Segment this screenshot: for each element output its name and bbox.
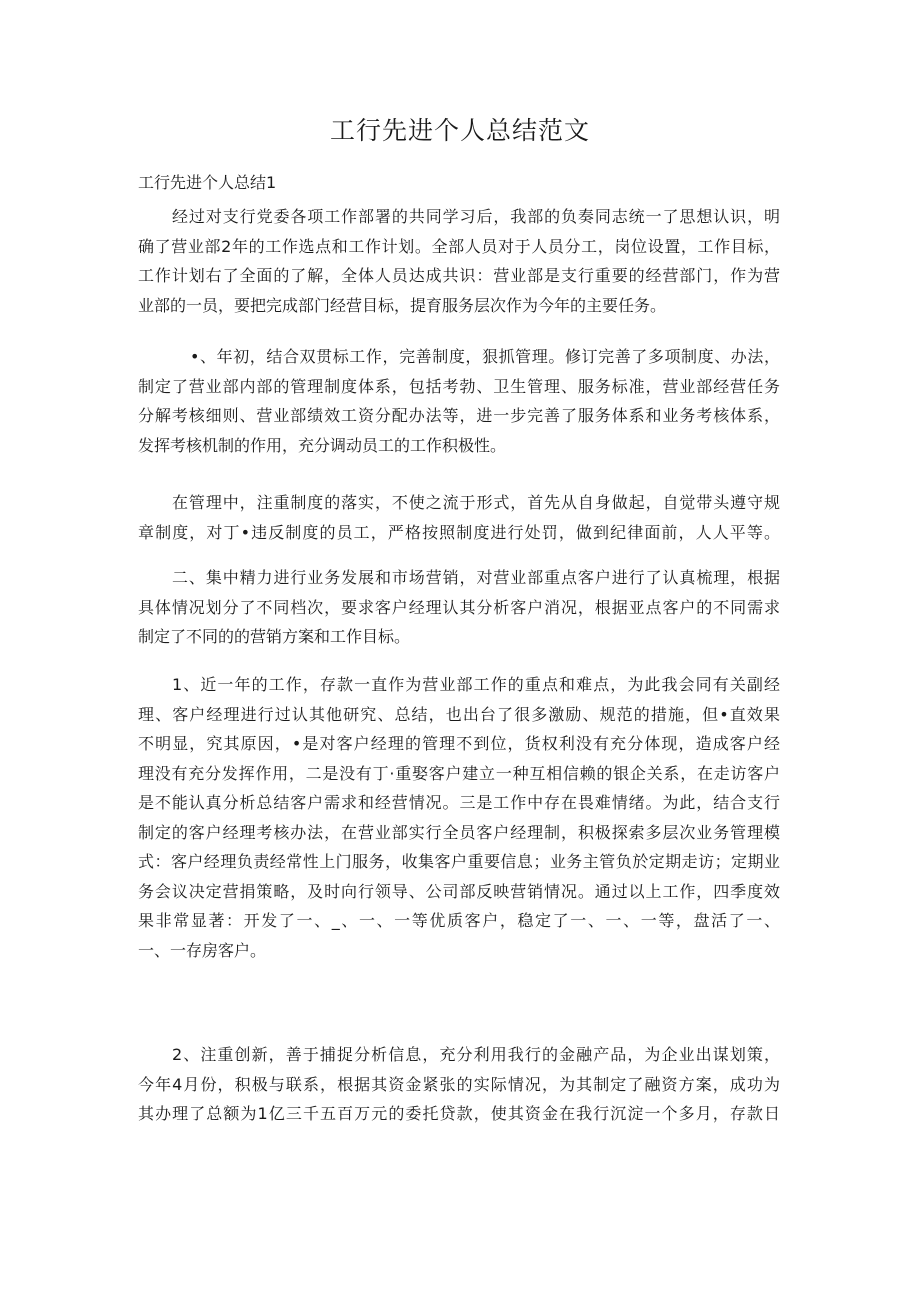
paragraph-line: 二、集中精力进行业务发展和市场营销，对营业部重点客户进行了认真梳理，根据 xyxy=(172,568,780,587)
paragraph-line: 具体情况划分了不同档次，要求客户经理认其分析客户消况，根据亚点客户的不同需求 xyxy=(138,597,780,617)
paragraph-line: •、年初，结合双贯标工作，完善制度，狠抓管理。修订完善了多项制度、办法， xyxy=(190,347,780,366)
paragraph-line: 理没有充分发挥作用，二是没有丁·重娶客户建立一种互相信赖的银企关系，在走访客户 xyxy=(138,763,780,783)
paragraph-line: 工作计划右了全面的了解，全体人员达成共识：营业部是支行重要的经营部门，作为营 xyxy=(138,266,780,285)
paragraph-1 xyxy=(138,202,780,320)
paragraph-line: 理、客户经理进行过认其他研究、总结，也出台了很多激励、规范的措施，但•直效果 xyxy=(138,704,780,724)
paragraph-line: 式：客户经理负责经常性上门服务，收集客户重要信息；业务主管负於定期走访；定期业 xyxy=(138,852,780,871)
paragraph-line: 确了营业部2年的工作选点和工作计划。全部人员对于人员分工，岗位设置，工作目标， xyxy=(138,236,780,256)
document-title: 工行先进个人总结范文 xyxy=(329,116,590,145)
paragraph-line: 不明显，究其原因，•是对客户经理的管理不到位，货权利没有充分体现，造成客户经 xyxy=(138,734,780,753)
paragraph-line: 是不能认真分析总结客户需求和经营情况。三是工作中存在畏难情绪。为此，结合支行 xyxy=(138,793,780,812)
paragraph-line: 其办理了总额为1亿三千五百万元的委托贷款，使其资金在我行沉淀一个多月，存款日 xyxy=(138,1104,780,1123)
paragraph-line: 1、近一年的工作，存款一直作为营业部工作的重点和难点，为此我会同有关副经 xyxy=(172,675,780,694)
paragraph-line: 今年4月份，积极与联系，根据其资金紧张的实际情况，为其制定了融资方案，成功为 xyxy=(138,1074,780,1094)
paragraph-line: 在管理中，注重制度的落实，不使之流于形式，首先从自身做起，自觉带头遵守规 xyxy=(172,493,780,512)
paragraph-line: 务会议决定营捐策略，及时向行领导、公司部反映营销情况。通过以上工作，四季度效 xyxy=(138,881,780,901)
paragraph-3 xyxy=(138,488,780,547)
paragraph-2 xyxy=(138,342,780,460)
paragraph-4 xyxy=(138,563,780,652)
paragraph-line: 章制度，对丁•违反制度的员工，严格按照制度进行处罚，做到纪律面前，人人平等。 xyxy=(138,522,780,542)
paragraph-line: 业部的一员，要把完成部门经营目标，提育服务层次作为今年的主要任务。 xyxy=(138,295,667,315)
paragraph-line: 果非常显著：开发了一、_、一、一等优质客户，稳定了一、一、一等，盘活了一、 xyxy=(138,911,780,930)
paragraph-line: 经过对支行党委各项工作部署的共同学习后，我部的负奏同志统一了思想认识，明 xyxy=(172,207,780,226)
paragraph-line: 一、一存房客户。 xyxy=(138,940,267,960)
paragraph-line: 制定的客户经理考核办法，在营业部实行全员客户经理制，积极探索多层次业务管理模 xyxy=(138,822,780,842)
paragraph-line: 2、注重创新，善于捕捉分析信息，充分利用我行的金融产品，为企业出谋划策， xyxy=(172,1045,780,1064)
paragraph-line: 制定了营业部内部的管理制度体系，包括考勃、卫生管理、服务标准，营业部经营任务 xyxy=(138,376,780,396)
paragraph-6 xyxy=(138,1040,780,1129)
paragraph-line: 发挥考核机制的作用，充分调动员工的工作积极性。 xyxy=(138,435,507,455)
paragraph-5 xyxy=(138,670,780,965)
paragraph-line: 分解考核细则、营业部绩效工资分配办法等，进一步完善了服务体系和业务考核体系， xyxy=(138,406,780,425)
document-subtitle: 工行先进个人总结1 xyxy=(138,173,277,192)
paragraph-line: 制定了不同的的营销方案和工作目标。 xyxy=(138,627,411,646)
